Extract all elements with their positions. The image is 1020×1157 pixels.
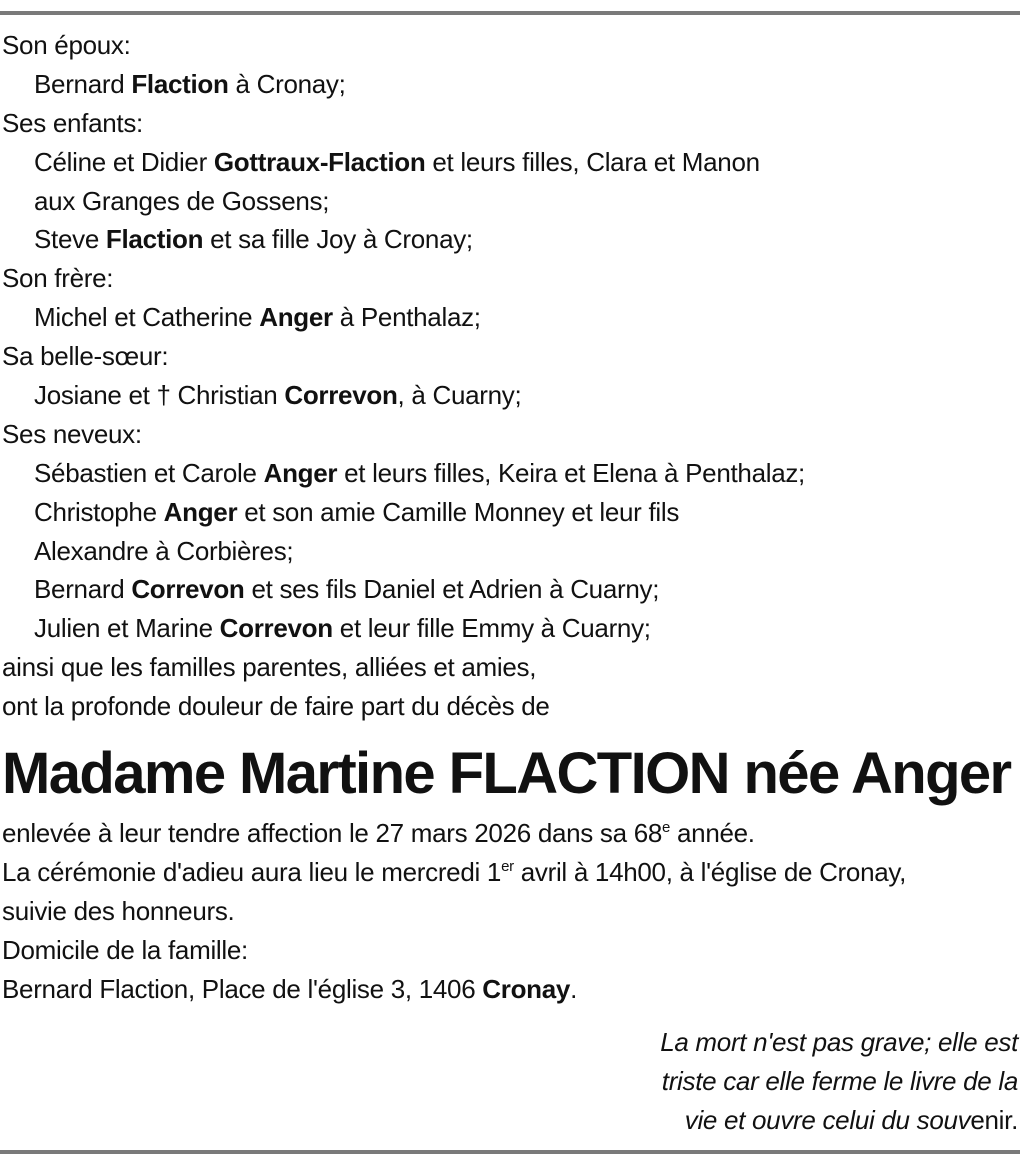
relative-entry — [2, 220, 1018, 259]
ceremony-text: La cérémonie d'adieu aura lieu le mercredi 1 — [2, 856, 502, 887]
family-list — [2, 26, 1018, 648]
relative-entry — [2, 570, 1018, 609]
quote-line-3-italic: vie et ouvre celui du souv — [684, 1104, 971, 1135]
entry-text: , à Cuarny; — [397, 380, 522, 411]
relative-entry — [2, 143, 1018, 182]
entry-text: Sébastien et Carole — [34, 457, 264, 488]
surname: Correvon — [219, 613, 333, 644]
entry-text: et leur fille Emmy à Cuarny; — [332, 613, 651, 644]
surname: Flaction — [105, 224, 204, 255]
entry-text: Michel et Catherine — [34, 302, 260, 333]
address-end: . — [570, 973, 577, 1004]
closing-line-2: ont la profonde douleur de faire part du décès de — [2, 691, 550, 722]
entry-text: Bernard — [34, 574, 132, 605]
surname: Flaction — [131, 68, 229, 99]
relative-entry — [2, 532, 1018, 571]
address-town: Cronay — [482, 973, 571, 1004]
surname: Correvon — [131, 574, 245, 605]
entry-text: Steve — [34, 224, 106, 255]
surname: Anger — [263, 457, 338, 488]
entry-text: et leurs filles, Clara et Manon — [425, 146, 760, 177]
death-date-text: enlevée à leur tendre affection le 27 mars 2026 dans sa 68 — [2, 818, 663, 849]
domicile-label: Domicile de la famille: — [2, 934, 248, 965]
entry-text: Christophe — [34, 496, 164, 527]
entry-text: Alexandre à Corbières; — [34, 535, 294, 566]
ceremony-text-end: avril à 14h00, à l'église de Cronay, — [513, 856, 907, 887]
entry-text: Céline et Didier — [34, 146, 214, 177]
relation-label-epoux: Son époux: — [2, 30, 131, 60]
surname: Correvon — [284, 380, 398, 411]
entry-text: Julien et Marine — [34, 613, 220, 644]
memorial-quote — [660, 1023, 1018, 1140]
relation-label-neveux: Ses neveux: — [2, 418, 142, 449]
relation-label-belle-soeur: Sa belle-sœur: — [2, 341, 169, 372]
domicile-address — [2, 970, 1018, 1009]
quote-line-3-normal: enir. — [970, 1104, 1018, 1135]
ordinal-sup: e — [662, 819, 671, 837]
relation-label-enfants: Ses enfants: — [2, 107, 143, 138]
entry-text: aux Granges de Gossens; — [34, 185, 330, 216]
obituary-notice — [2, 26, 1018, 1008]
relative-entry — [2, 65, 1018, 104]
surname: Gottraux-Flaction — [213, 146, 426, 177]
deceased-name: Madame Martine FLACTION née Anger — [2, 741, 1011, 807]
relative-entry — [2, 182, 1018, 221]
relative-entry — [2, 298, 1018, 337]
closing-line-1: ainsi que les familles parentes, alliées et amies, — [2, 652, 537, 683]
relative-entry — [2, 454, 1018, 493]
relative-entry — [2, 609, 1018, 648]
relative-entry — [2, 493, 1018, 532]
ordinal-sup: er — [501, 857, 514, 875]
entry-text: et sa fille Joy à Cronay; — [203, 224, 473, 255]
quote-line-3 — [660, 1101, 1018, 1140]
entry-text: et ses fils Daniel et Adrien à Cuarny; — [244, 574, 660, 605]
ceremony-line — [2, 853, 1018, 892]
entry-text: à Cronay; — [228, 68, 346, 99]
bottom-rule — [0, 1150, 1020, 1154]
entry-text: et leurs filles, Keira et Elena à Penthalaz; — [337, 457, 805, 488]
relation-label-frere: Son frère: — [2, 263, 114, 294]
entry-text: Josiane et † Christian — [34, 380, 285, 411]
entry-text: et son amie Camille Monney et leur fils — [237, 496, 680, 527]
surname: Anger — [163, 496, 238, 527]
relative-entry — [2, 376, 1018, 415]
top-rule — [0, 11, 1020, 15]
address-text: Bernard Flaction, Place de l'église 3, 1406 — [2, 973, 483, 1004]
honours-line: suivie des honneurs. — [2, 895, 235, 926]
entry-text: à Penthalaz; — [332, 302, 481, 333]
death-date-line — [2, 814, 1018, 853]
quote-line-2: triste car elle ferme le livre de la — [661, 1065, 1018, 1096]
surname: Anger — [259, 302, 333, 333]
death-date-text-end: année. — [670, 818, 755, 849]
entry-text: Bernard — [34, 68, 132, 99]
quote-line-1: La mort n'est pas grave; elle est — [660, 1027, 1018, 1057]
